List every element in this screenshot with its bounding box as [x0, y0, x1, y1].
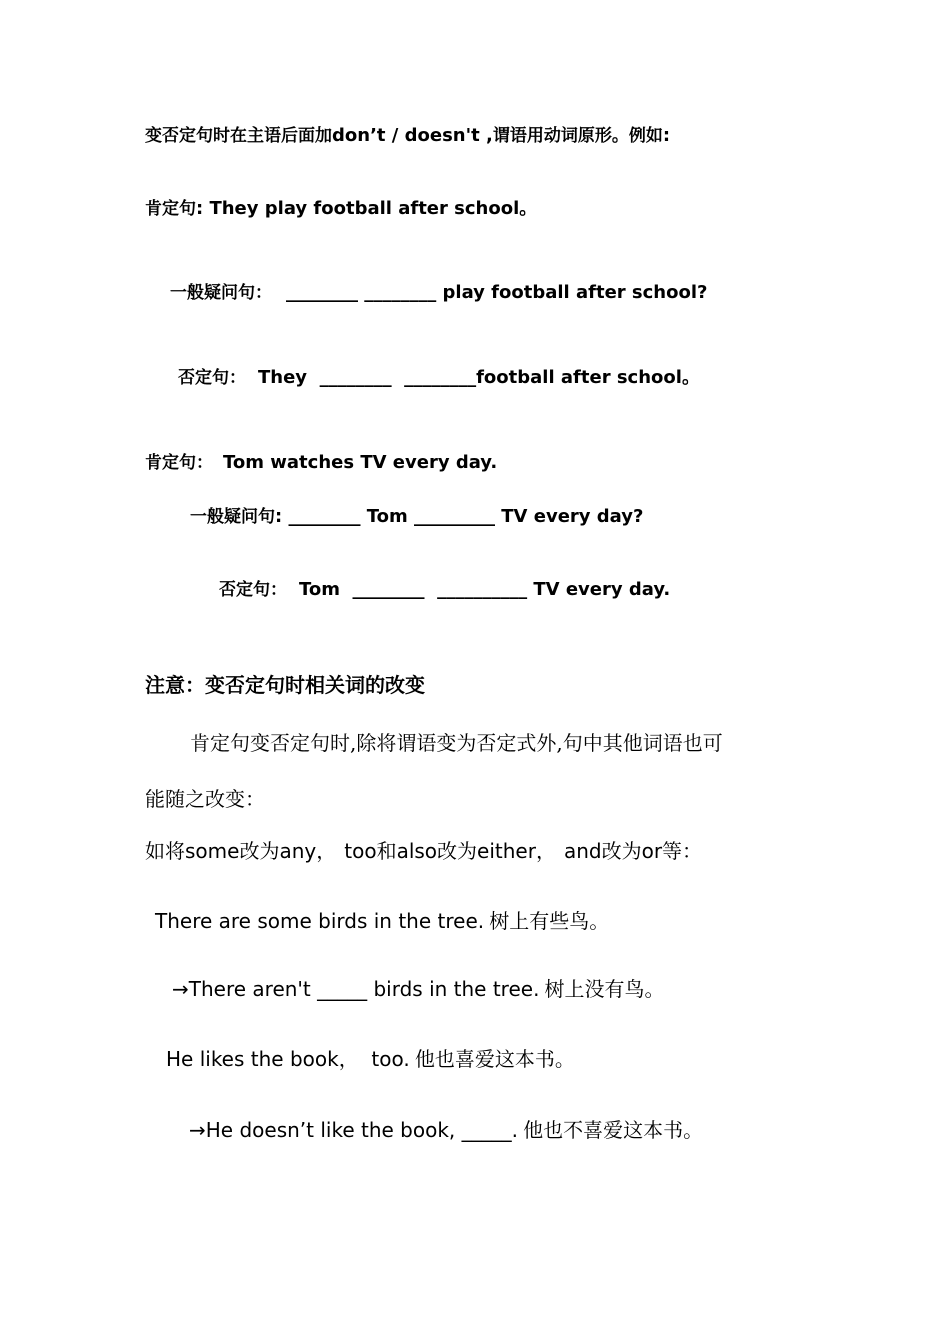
note-heading: 注意：变否定句时相关词的改变 [145, 673, 425, 697]
example1-negative [178, 369, 700, 387]
example-sentence-en: →He doesn’t like the book, _____. [189, 1118, 518, 1142]
rule-p1: 如将 [145, 839, 185, 863]
example1-negative-text: They ________ ________football after school。 [258, 367, 700, 388]
example-sentence-en: He likes the book， too. [166, 1047, 410, 1071]
rule-w6: and [563, 839, 602, 863]
rule-p6: ， [535, 839, 556, 863]
intro-colon: : [662, 125, 671, 146]
example2-question-label: 一般疑问句 [190, 507, 275, 527]
intro-en-mid: don’t / doesn't , [332, 125, 493, 146]
example-sentence [155, 911, 609, 931]
example-sentence-zh: 树上没有鸟。 [544, 977, 665, 1001]
example1-question-label: 一般疑问句： [170, 283, 272, 303]
example2-negative [219, 581, 670, 599]
example-sentence-en: →There aren't _____ birds in the tree. [172, 977, 540, 1001]
example1-affirmative-text: : They play football after school。 [196, 198, 538, 219]
example2-affirmative [145, 454, 497, 472]
note-paragraph-line2: 能随之改变： [145, 787, 265, 811]
intro-line [145, 127, 670, 145]
example-sentence-en: There are some birds in the tree. [155, 909, 485, 933]
rule-w7: or [641, 839, 663, 863]
rule-w2: any [279, 839, 317, 863]
rule-p4: 和 [376, 839, 397, 863]
example2-negative-text: Tom ________ __________ TV every day. [299, 579, 671, 600]
example2-negative-label: 否定句： [219, 580, 287, 600]
example1-affirmative [145, 200, 537, 218]
rule-p3: ， [316, 839, 337, 863]
intro-zh-lead: 变否定句时在主语后面加 [145, 126, 332, 146]
example-sentence-zh: 树上有些鸟。 [489, 909, 610, 933]
example-sentence [189, 1120, 703, 1140]
rule-p8: 等： [662, 839, 703, 863]
note-rule [145, 841, 702, 861]
rule-w1: some [185, 839, 240, 863]
example-sentence-zh: 他也不喜爱这本书。 [523, 1118, 704, 1142]
example-sentence [172, 979, 665, 999]
example1-question-text: ________ ________ play football after school? [286, 282, 708, 303]
example1-negative-label: 否定句： [178, 368, 246, 388]
rule-w3: too [344, 839, 377, 863]
rule-w5: either [477, 839, 536, 863]
example2-affirmative-label: 肯定句： [145, 453, 213, 473]
rule-p5: 改为 [437, 839, 478, 863]
example-sentence [166, 1049, 575, 1069]
example2-question-text: : ________ Tom _________ TV every day? [275, 506, 644, 527]
example2-question [190, 508, 643, 526]
rule-p2: 改为 [239, 839, 280, 863]
example2-affirmative-text: Tom watches TV every day. [223, 452, 498, 473]
note-paragraph-line1: 肯定句变否定句时,除将谓语变为否定式外,句中其他词语也可 [190, 731, 723, 755]
example1-question [170, 284, 707, 302]
rule-p7: 改为 [601, 839, 642, 863]
rule-w4: also [396, 839, 438, 863]
example1-affirmative-label: 肯定句 [145, 199, 196, 219]
intro-zh-tail: 谓语用动词原形。例如 [492, 126, 663, 146]
example-sentence-zh: 他也喜爱这本书。 [414, 1047, 575, 1071]
